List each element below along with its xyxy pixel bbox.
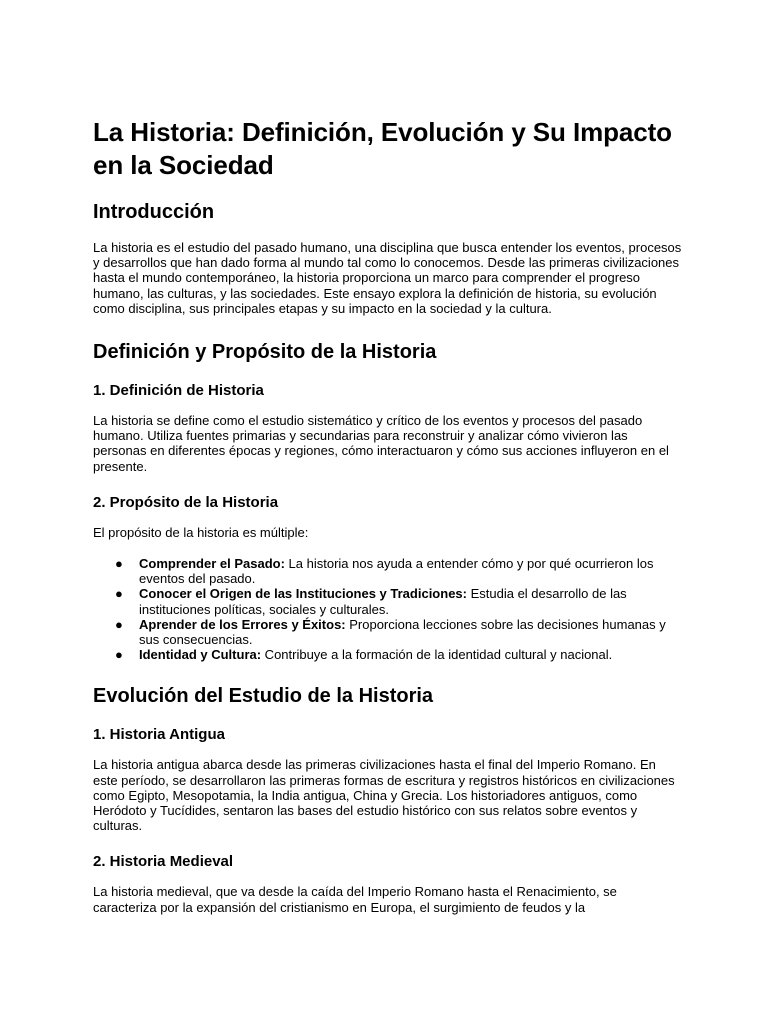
list-item-text: Proporciona lecciones sobre las decisiones humanas y sus consecuencias. [139,616,666,648]
list-item-text: Estudia el desarrollo de las instituciones políticas, sociales y culturales. [139,586,627,617]
definition-section-heading: Definición y Propósito de la Historia [93,341,437,364]
bullet-icon: ● [115,586,123,602]
list-item-text: Contribuye a la formación de la identidad cultural y nacional. [261,647,613,663]
list-item-term: Conocer el Origen de las Instituciones y Tradiciones: [139,586,467,602]
purpose-subheading: 2. Propósito de la Historia [93,493,279,511]
bullet-icon: ● [115,556,123,572]
medieval-history-paragraph: La historia medieval, que va desde la caída del Imperio Romano hasta el Renacimiento, se caracteriza por la expansión del cristianismo en Europa, el surgimiento de feudos y la [93,884,617,915]
medieval-history-subheading: 2. Historia Medieval [93,853,234,871]
intro-paragraph: La historia es el estudio del pasado humano, una disciplina que busca entender los eventos, procesos y desarrollos que han dado forma al mundo tal como lo conocemos. Desde las primeras civilizaciones hasta el mundo contemporáneo, la historia proporciona un marco para comprender el progreso humano, las culturas, y las sociedades. Este ensayo explora la definición de historia, su evolución como disciplina, sus principales etapas y su impacto en la sociedad y la cultura. [93,240,682,316]
purpose-intro-paragraph: El propósito de la historia es múltiple: [93,524,309,540]
list-item [115,556,683,587]
list-item [115,647,683,663]
bullet-icon: ● [115,616,123,632]
intro-heading: Introducción [93,201,215,223]
purpose-list [93,556,683,662]
ancient-history-subheading: 1. Historia Antigua [93,726,225,744]
list-item [115,616,683,648]
list-item-text: La historia nos ayuda a entender cómo y por qué ocurrieron los eventos del pasado. [139,556,654,587]
list-item-term: Identidad y Cultura: [139,647,262,663]
document-title: La Historia: Definición, Evolución y Su Impacto en la Sociedad [93,117,672,180]
definition-paragraph: La historia se define como el estudio sistemático y crítico de los eventos y procesos del pasado humano. Utiliza fuentes primarias y secundarias para reconstruir y analizar cómo vivieron las personas en diferentes épocas y regiones, cómo interactuaron y cómo sus acciones influyeron en el presente. [93,413,669,474]
list-item-term: Comprender el Pasado: [139,556,285,572]
list-item [115,586,683,617]
ancient-history-paragraph: La historia antigua abarca desde las primeras civilizaciones hasta el final del Imperio Romano. En este período, se desarrollaron las primeras formas de escritura y registros históricos en civilizaciones como Egipto, Mesopotamia, la India antigua, China y Grecia. Los historiadores antiguos, como Heródoto y Tucídides, sentaron las bases del estudio histórico con sus relatos sobre eventos y culturas. [93,757,675,834]
bullet-icon: ● [115,647,123,663]
list-item-term: Aprender de los Errores y Éxitos: [139,616,346,632]
document-content [93,116,683,932]
evolution-section-heading: Evolución del Estudio de la Historia [93,685,434,708]
definition-subheading: 1. Definición de Historia [93,382,264,400]
